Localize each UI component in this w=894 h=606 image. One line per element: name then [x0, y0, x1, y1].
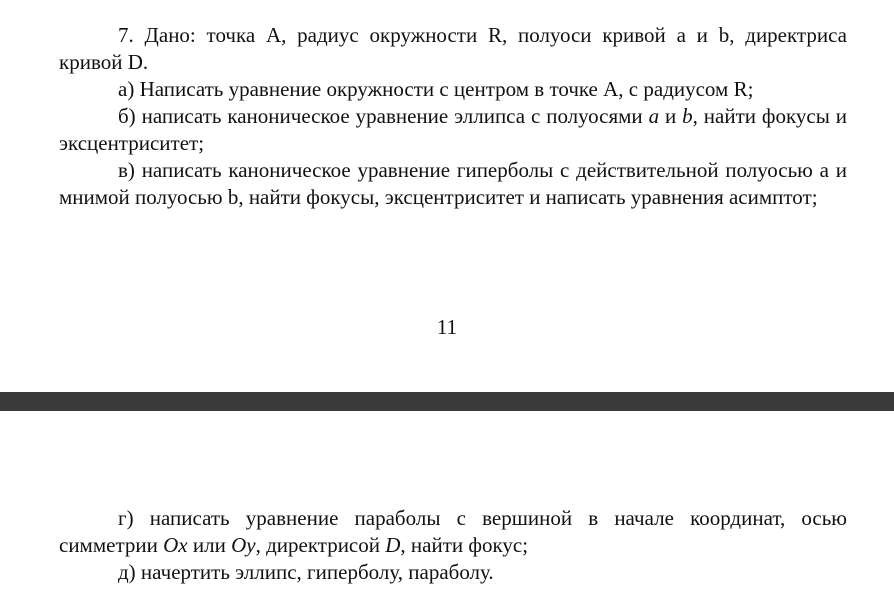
item-b-text-2: , найти фокусы и эксцентриситет; — [59, 104, 847, 155]
item-g-ox: Ox — [163, 533, 188, 557]
problem-item-g — [59, 505, 847, 559]
problem-item-c: в) написать каноническое уравнение гиперболы с действительной полуосью a и мнимой полуосью b, найти фокусы, эксцентриситет и написать уравнения асимптот; — [59, 158, 847, 209]
item-b-and: и — [659, 104, 683, 128]
continued-text-block — [59, 505, 847, 586]
problem-item-a: а) Написать уравнение окружности с центром в точке A, с радиусом R; — [118, 77, 754, 101]
problem-item-b — [59, 103, 847, 157]
item-g-or: или — [187, 533, 232, 557]
item-b-var-a: a — [648, 104, 660, 128]
item-g-text-3: , найти фокус; — [400, 533, 529, 557]
problem-text-block — [59, 22, 847, 211]
item-g-oy: Oy — [231, 533, 256, 557]
item-g-text-1: г) написать уравнение параболы с вершиной в начале координат, осью симметрии — [59, 506, 847, 557]
item-b-var-b: b — [682, 104, 693, 128]
item-g-text-2: , директрисой — [255, 533, 386, 557]
item-g-d: D — [385, 533, 401, 557]
problem-item-d: д) начертить эллипс, гиперболу, параболу. — [118, 560, 494, 584]
problem-intro: 7. Дано: точка A, радиус окружности R, полуоси кривой a и b, директриса кривой D. — [59, 23, 847, 74]
page-number: 11 — [436, 315, 458, 339]
item-b-text-1: б) написать каноническое уравнение эллипса с полуосями — [118, 104, 649, 128]
page-break-divider — [0, 392, 894, 411]
